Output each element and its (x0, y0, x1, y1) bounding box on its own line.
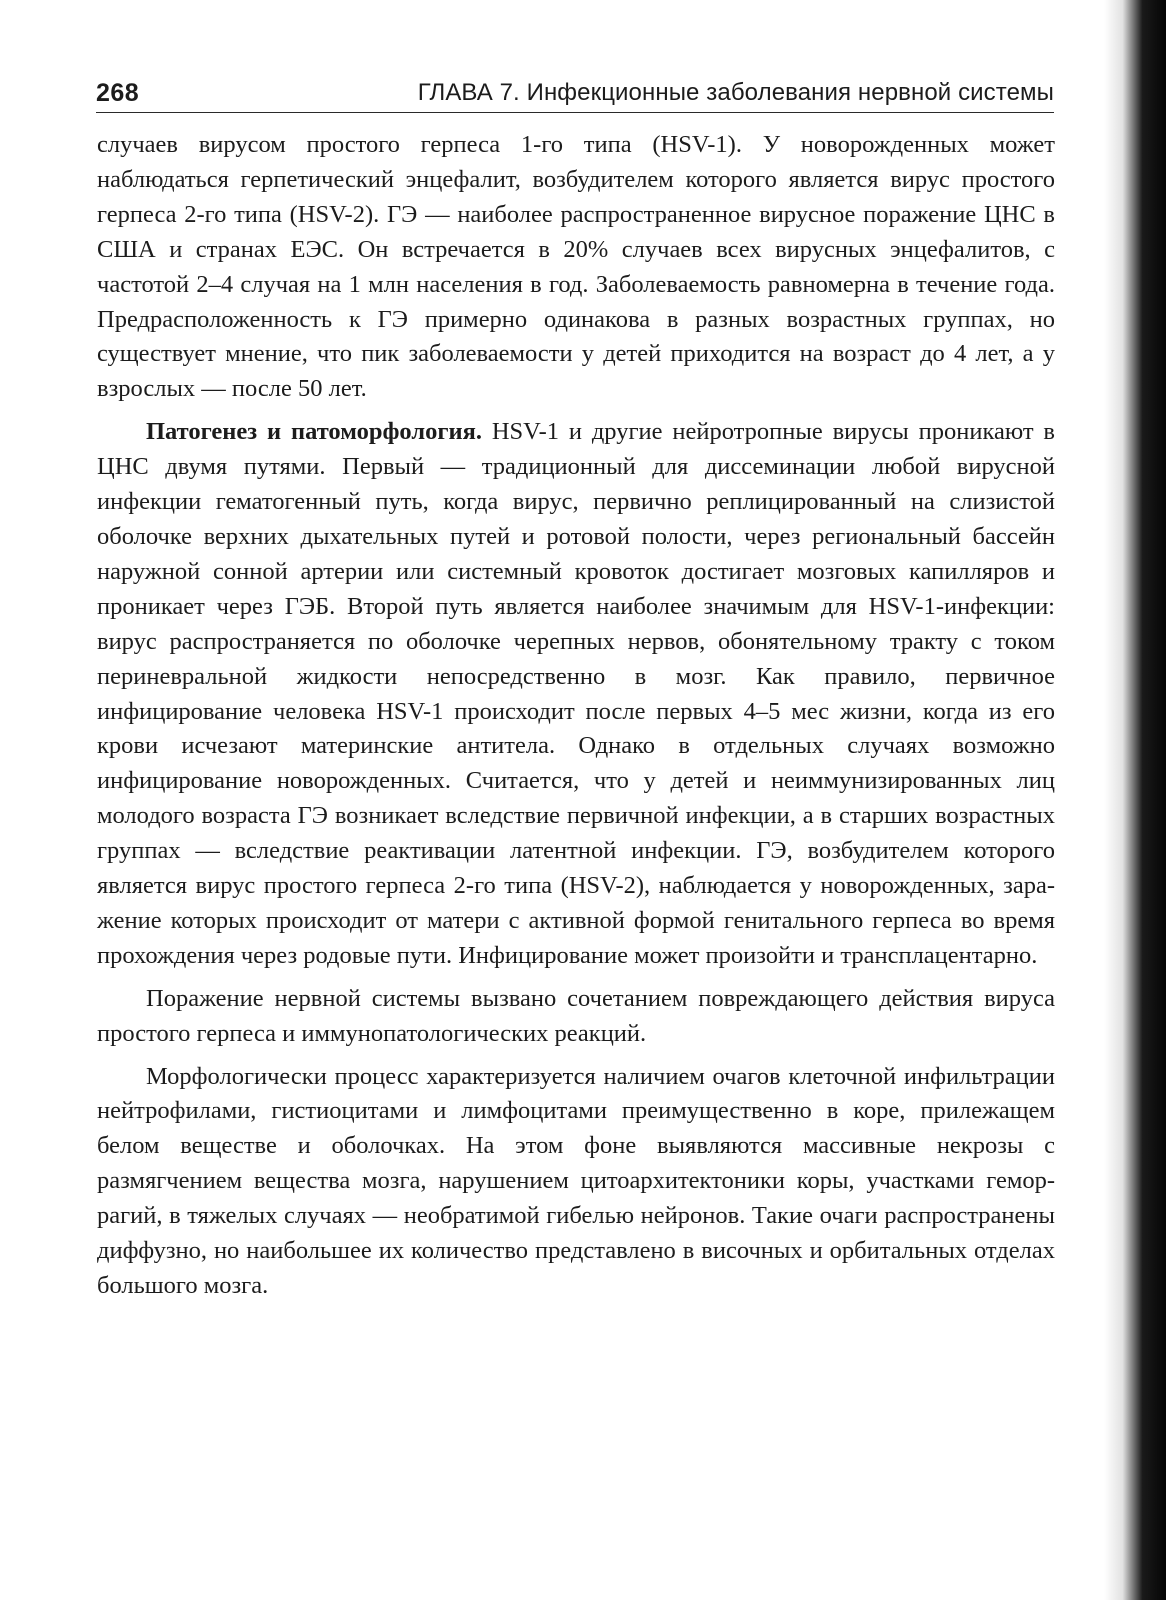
paragraph-3: Поражение нервной системы вызвано сочетанием повреждающего действия вируса простого герпеса и иммунопатологических реакций. (97, 984, 1055, 1047)
binding-shadow (1104, 0, 1166, 1600)
paragraph-2 (97, 415, 1055, 974)
section-run-in-heading: Патогенез и патоморфология. (146, 418, 482, 446)
body-text (97, 128, 1055, 1312)
running-head: ГЛАВА 7. Инфекционные заболевания нервной системы (417, 79, 1054, 106)
paragraph-1: случаев вирусом простого герпеса 1-го типа (HSV-1). У новорожденных может наблюдаться герпетический энцефалит, возбудителем которого является вирус простого герпеса 2-го типа (HSV-2). ГЭ — наиболее распространенное вирусное поражение ЦНС в США и странах ЕЭС. Он встречается в 20% случаев всех вирусных энцефалитов, с частотой 2–4 случая на 1 млн населения в год. Заболеваемость равномерна в течение года. Предрасположенность к ГЭ примерно одинакова в разных возрастных группах, но существует мнение, что пик заболеваемости у детей приходится на возраст до 4 лет, а у взрослых — после 50 лет. (97, 131, 1055, 403)
paragraph-2-text: HSV-1 и другие нейротропные вирусы проникают в ЦНС двумя путями. Первый — традиционный для диссеминации любой вирусной инфекции гематогенный путь, когда вирус, первично реплицированный на слизистой оболочке верхних дыхательных путей и ротовой полости, через региональный бассейн наружной сонной артерии или системный кровоток достигает мозговых капилляров и проникает через ГЭБ. Второй путь является наиболее значимым для HSV-1-инфекции: вирус распространяется по оболочке черепных нервов, обонятельному тракту с током периневральной жидкости непосредственно в мозг. Как правило, первичное инфицирование человека HSV-1 происходит после первых 4–5 мес жизни, когда из его крови исчезают материнские антитела. Однако в отдельных случаях возможно инфицирование новорожденных. Считается, что у детей и неиммунизированных лиц молодого возраста ГЭ возникает вследствие первичной инфекции, а в старших возрастных группах — вследствие реактивации латентной инфекции. ГЭ, возбудителем которого является вирус простого герпеса 2-го типа (HSV-2), наблюдается у новорожденных, заражение которых происходит от матери с активной формой генитального герпеса во время прохождения через родовые пути. Инфицирование может произойти и трансплацентарно. (97, 418, 1055, 969)
page-header (96, 78, 1054, 113)
page-number: 268 (96, 79, 140, 107)
paragraph-4: Морфологически процесс характеризуется наличием очагов клеточной инфильтрации нейтрофилами, гистиоцитами и лимфоцитами преимущественно в коре, прилежащем белом веществе и оболочках. На этом фоне выявляются массивные некрозы с размягчением вещества мозга, нарушением цитоархитектоники коры, участками геморрагий, в тяжелых случаях — необратимой гибелью нейронов. Такие очаги распространены диффузно, но наибольшее их количество представлено в височных и орбитальных отделах большого мозга. (97, 1062, 1055, 1299)
